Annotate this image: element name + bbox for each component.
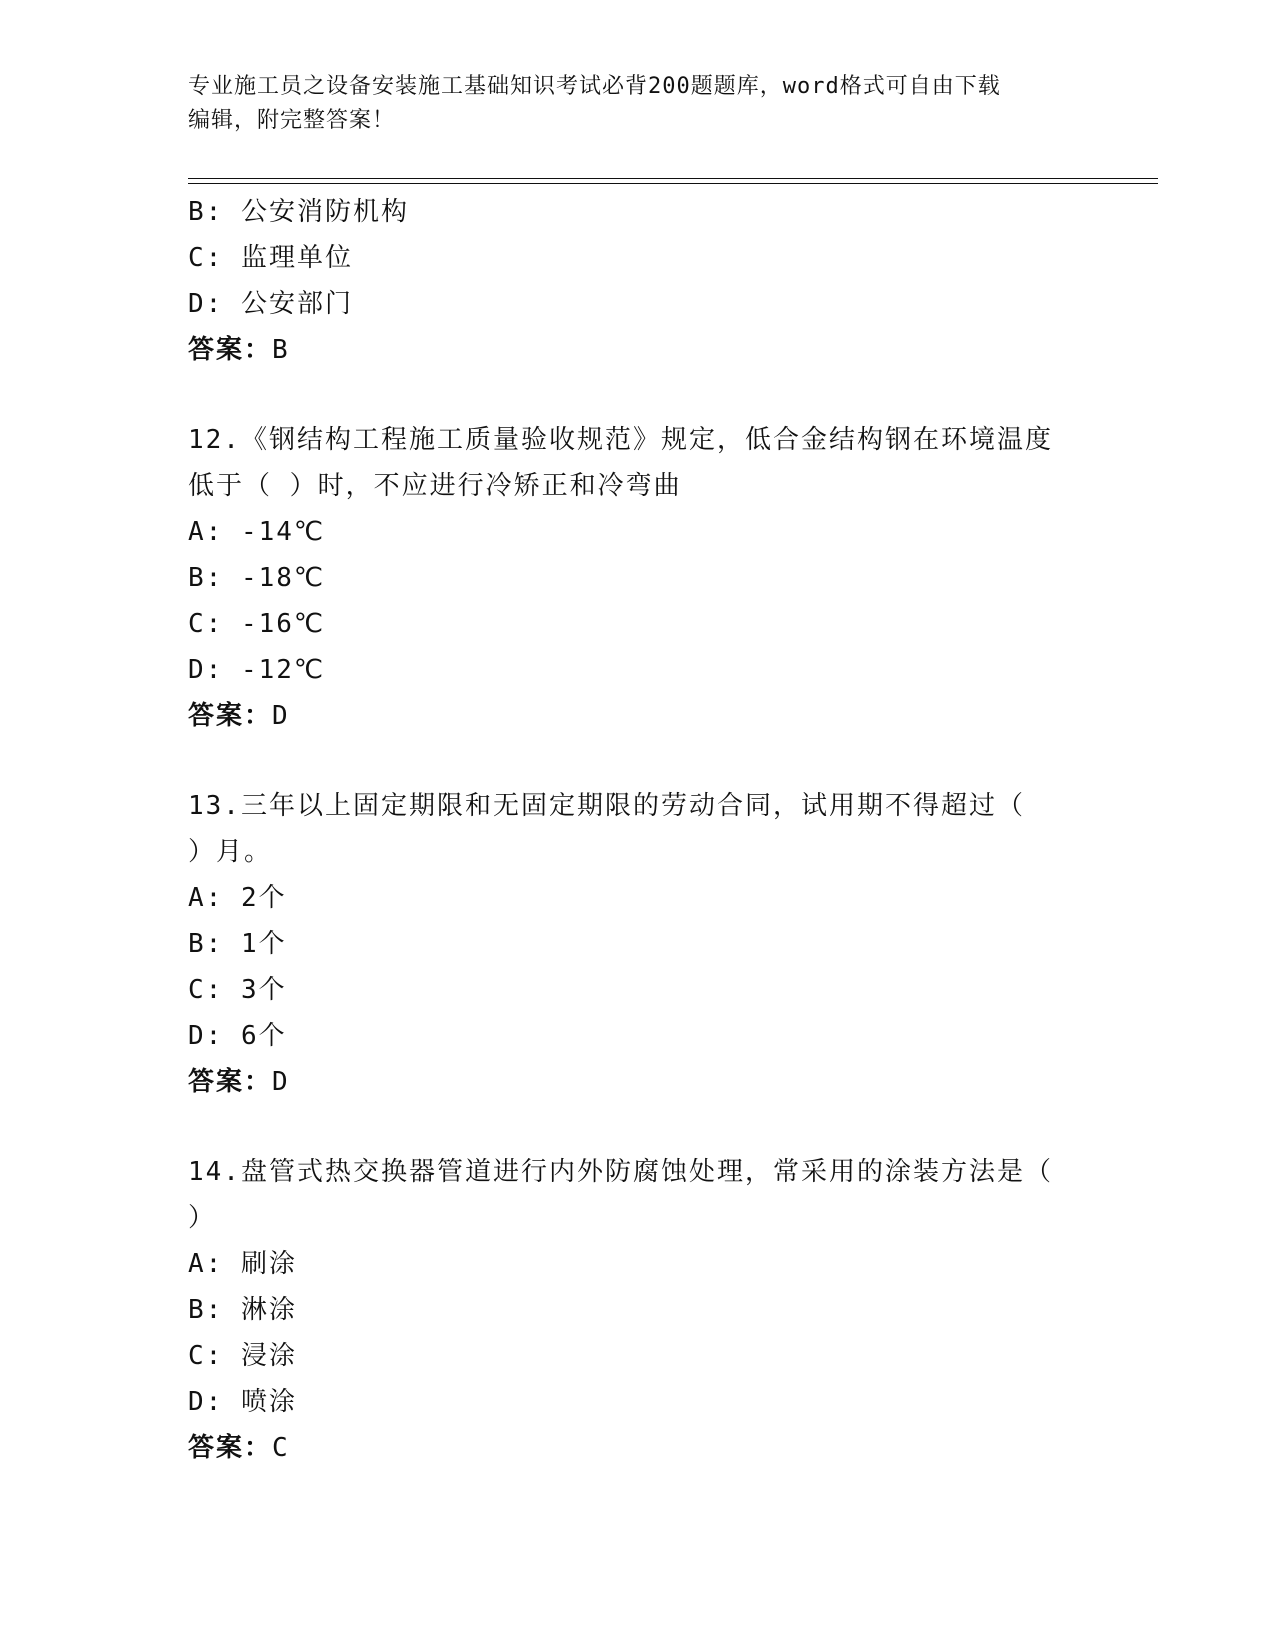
option-b [188,1287,1108,1333]
option-key: B: [188,197,224,227]
option-b [188,189,1108,235]
answer-value: D [272,1067,290,1097]
option-c [188,235,1108,281]
option-key: D: [188,1021,224,1051]
option-text: 1个 [240,929,287,959]
answer-line [188,1425,1108,1471]
answer-label: 答案： [188,1067,273,1097]
option-key: A: [188,883,224,913]
option-c [188,1333,1108,1379]
option-text: 公安消防机构 [240,197,409,227]
header-line-2: 编辑，附完整答案！ [188,108,396,133]
option-key: A: [188,517,224,547]
option-text: 2个 [240,883,287,913]
question-block [188,417,1108,739]
answer-value: B [272,335,290,365]
option-a [188,1241,1108,1287]
question-stem-line: 14.盘管式热交换器管道进行内外防腐蚀处理，常采用的涂装方法是（ [188,1157,1053,1187]
option-key: B: [188,563,224,593]
question-block [188,1149,1108,1471]
header-rule-top [188,178,1158,179]
option-key: C: [188,1341,224,1371]
option-text: -14℃ [240,517,326,547]
option-d [188,647,1108,693]
option-key: C: [188,243,224,273]
answer-label: 答案： [188,701,273,731]
option-d [188,281,1108,327]
question-stem-line: 13.三年以上固定期限和无固定期限的劳动合同，试用期不得超过（ [188,791,1025,821]
option-key: D: [188,289,224,319]
question-stem-line: ）月。 [188,837,273,867]
option-text: 公安部门 [240,289,353,319]
option-text: -16℃ [240,609,326,639]
option-text: 淋涂 [240,1295,297,1325]
answer-value: C [272,1433,290,1463]
option-text: 刷涂 [240,1249,297,1279]
question-block [188,189,1108,373]
option-text: -18℃ [240,563,326,593]
option-text: 浸涂 [240,1341,297,1371]
option-c [188,601,1108,647]
option-key: D: [188,655,224,685]
option-b [188,555,1108,601]
answer-line [188,327,1108,373]
question-stem-line: ） [188,1203,217,1233]
document-header [188,70,1088,138]
option-text: -12℃ [240,655,326,685]
option-key: C: [188,609,224,639]
answer-label: 答案： [188,1433,273,1463]
option-key: A: [188,1249,224,1279]
question-block [188,783,1108,1105]
question-stem-line: 12.《钢结构工程施工质量验收规范》规定，低合金结构钢在环境温度 [188,425,1053,455]
option-a [188,875,1108,921]
option-d [188,1013,1108,1059]
option-key: D: [188,1387,224,1417]
option-d [188,1379,1108,1425]
answer-line [188,693,1108,739]
header-line-1: 专业施工员之设备安装施工基础知识考试必背200题题库，word格式可自由下载 [188,74,1001,99]
option-text: 喷涂 [240,1387,297,1417]
question-list [188,189,1108,1471]
option-text: 3个 [240,975,287,1005]
option-key: B: [188,1295,224,1325]
option-key: C: [188,975,224,1005]
option-b [188,921,1108,967]
option-text: 6个 [240,1021,287,1051]
question-stem-line: 低于（ ）时，不应进行冷矫正和冷弯曲 [188,471,682,501]
option-key: B: [188,929,224,959]
option-c [188,967,1108,1013]
answer-line [188,1059,1108,1105]
answer-value: D [272,701,290,731]
option-a [188,509,1108,555]
header-rule-bottom [188,183,1158,184]
option-text: 监理单位 [240,243,353,273]
answer-label: 答案： [188,335,273,365]
